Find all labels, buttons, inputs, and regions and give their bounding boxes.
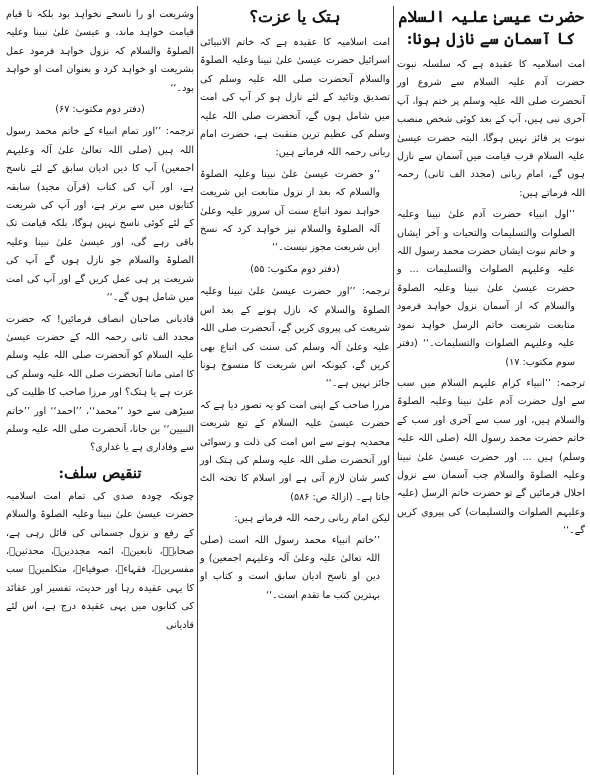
column-divider-left [197,6,198,775]
section-heading-honor: ہتک یا عزت؟ [249,7,341,26]
section-heading-criticism: تنقیص سلف: [58,463,142,482]
persian-quote: ’’خاتم انبیاء محمد رسول اللہ است (صلی اللہ تعالیٰ علیہ وعلیٰ آلہ وعلیہم اجمعین) و دین او ناسخ ادیان سابق است و کتاب او بہترین کتب ما تقدم است۔‘‘ [200,534,380,601]
translation-paragraph: ترجمہ: ’’اور حضرت عیسیٰ علیٰ نبینا وعلیہ الصلوۃ والسلام کہ نازل ہونے کے بعد اس شریعت کی پیروی کریں گے، آنحضرت صلی اللہ علیہ وعلیٰ آلہ وسلم کی سنت کی اتباع بھی کریں گے، کیونکہ اس شریعت کا منسوخ ہونا جائز نہیں ہے۔‘‘ [200,286,390,390]
paragraph: لیکن امام ربانی رحمہ اللہ فرماتے ہیں: [234,513,390,525]
paragraph: چونکہ چودہ صدی کی تمام امت اسلامیہ حضرت عیسیٰ علیٰ نبینا وعلیہ الصلوۃ والسلام کے رفع و نزول جسمانی کی قائل رہی ہے، صحابہؓ، تابعینؒ، ائمہ مجددینؒ، محدثینؒ، مفسرینؒ، فقہاءؒ، صوفیاءؒ، متکلمینؒ سب کا یہی عقیدہ رہا اور حدیث، تفسیر اور عقائد کی کتابوں میں یہی عقیدہ درج ہے، اس لئے قادیانی [6,490,194,631]
reference: (دفتر دوم مکتوب: ۵۵) [250,263,340,275]
column-left [6,6,194,638]
persian-quote: ’’اول انبیاء حضرت آدم علیٰ نبینا وعلیہ الصلوات والتسلیمات والتحیات و آخر ایشاں و خاتم نبوت ایشاں حضرت محمد رسول اللہ علیہ وعلیہم الصلوات والتسلیمات ... و حضرت عیسیٰ علیٰ نبینا وعلیہ الصلوۃ والسلام کہ از آسمان نزول خواہد فرمود متابعت شریعت خاتم الرسل خواہد نمود علیہ وعلیہم الصلوات والتسلیمات۔‘‘ (دفتر سوم مکتوب: ۱۷) [397,209,575,368]
paragraph: مرزا صاحب کے اپنی امت کو یہ تصور دیا ہے کہ حضرت عیسیٰ علیہ السلام کے تبع شریعت محمدیہ ہونے سے اس امت کی ذلت و رسوائی اور آنحضرت صلی اللہ علیہ وسلم کی ہتک اور کسر شان لازم آتی ہے اور اسلام کا تختہ الٹ جاتا ہے۔ (ازالۃ ص: ۵۸۶) [200,399,390,503]
column-right [397,6,585,544]
paragraph: وشریعت او را ناسخے نخواہد بود بلکہ تا قیام قیامت خواہد ماند، و عیسیٰ علیٰ نبینا وعلیہ الصلوۃ والسلام کہ نزول خواہد فرمود عمل بشریعت او خواہد کرد و بعنوان امت او خواہد بود۔‘‘ [6,9,194,94]
paragraph: امت اسلامیہ کا عقیدہ ہے کہ خاتم الانبیائی اسرائیل حضرت عیسیٰ علیٰ نبینا وعلیہ الصلوۃ والسلام آنحضرت صلی اللہ علیہ وسلم کی تصدیق وتائید کے لئے نازل ہو کر آپ کی امت میں شامل ہوں گے، آنحضرت صلی اللہ علیہ وسلم کی عظیم ترین منقبت ہے، حضرت امام ربانی رحمہ اللہ فرماتے ہیں: [200,37,390,159]
section-heading-descent: حضرت عیسیٰ علیہ السلام کا آسمان سے نازل ہونا: [398,7,584,48]
column-divider-right [393,6,394,775]
persian-quote: ’’و حضرت عیسیٰ علیٰ نبینا وعلیہ الصلوۃ والسلام کہ بعد از نزول متابعت ایں شریعت خواہد نمود اتباع سنت آں سرور علیہ وعلیٰ آلہ الصلوۃ والسلام نیز خواہد کرد کہ نسخ ایں شریعت مجوز نیست۔‘‘ [200,168,380,254]
paragraph: قادیانی صاحبان انصاف فرمائیں! کہ حضرت مجدد الف ثانی رحمہ اللہ کے حضرت عیسیٰ علیہ السلام کو آنحضرت صلی اللہ علیہ وسلم کا امتی ماننا آنحضرت صلی اللہ علیہ وسلم کی عزت ہے یا ہتک؟ اور مرزا صاحب کا ظلیت کی سیڑھی سے خود ’’محمد‘‘، ’’احمد‘‘ اور ’’خاتم النبیین‘‘ بن جانا، آنحضرت صلی اللہ علیہ وسلم سے وفاداری ہے یا غداری؟ [6,313,194,454]
paragraph: امت اسلامیہ کا عقیدہ ہے کہ سلسلہ نبوت حضرت آدم علیہ السلام سے شروع اور آنحضرت صلی اللہ علیہ وسلم پر ختم ہوا، آپ آخری نبی ہیں، آپ کے بعد کوئی شخص منصب نبوت پر فائز نہیں ہوگا، البتہ حضرت عیسیٰ علیہ السلام قرب قیامت میں آسمان سے نازل ہوں گے، امام ربانی (مجدد الف ثانی) رحمہ اللہ فرماتے ہیں: [397,59,585,199]
translation-paragraph: ترجمہ: ’’انبیاء کرام علیہم السلام میں سب سے اول حضرت آدم علیٰ نبینا وعلیہ الصلوۃ والسلام ہیں، اور سب سے آخری اور سب کے خاتم حضرت محمد رسول اللہ (صلی اللہ علیہ وسلم) ہیں ... اور حضرت عیسیٰ علیٰ نبینا وعلیہ الصلوۃ والسلام جب آسمان سے نزول اجلال فرمائیں گے تو حضرت خاتم الرسل (علیہ وعلیہم الصلوات والتسلیمات) کی پیروی کریں گے۔‘‘ [397,377,585,537]
translation-paragraph: ترجمہ: ’’اور تمام انبیاء کے خاتم محمد رسول اللہ ہیں (صلی اللہ تعالیٰ علیٰ آلہ وعلیہم اجمعین) آپ کا دین ادیان سابق کے لئے ناسخ ہے، اور آپ کی کتاب (قرآن مجید) سابقہ کتابوں میں سے برتر ہے، اور آپ کی شریعت کے لئے کوئی ناسخ نہیں ہوگا، بلکہ قیامت تک باقی رہے گی، اور عیسیٰ علیٰ نبینا وعلیہ الصلوۃ والسلام جو نازل ہوں گے آپ کی شریعت پر ہی عمل کریں گے اور آپ کی امت میں شامل ہوں گے۔‘‘ [6,126,194,304]
reference: (دفتر دوم مکتوب: ۶۷) [55,104,145,116]
column-middle [200,6,390,608]
